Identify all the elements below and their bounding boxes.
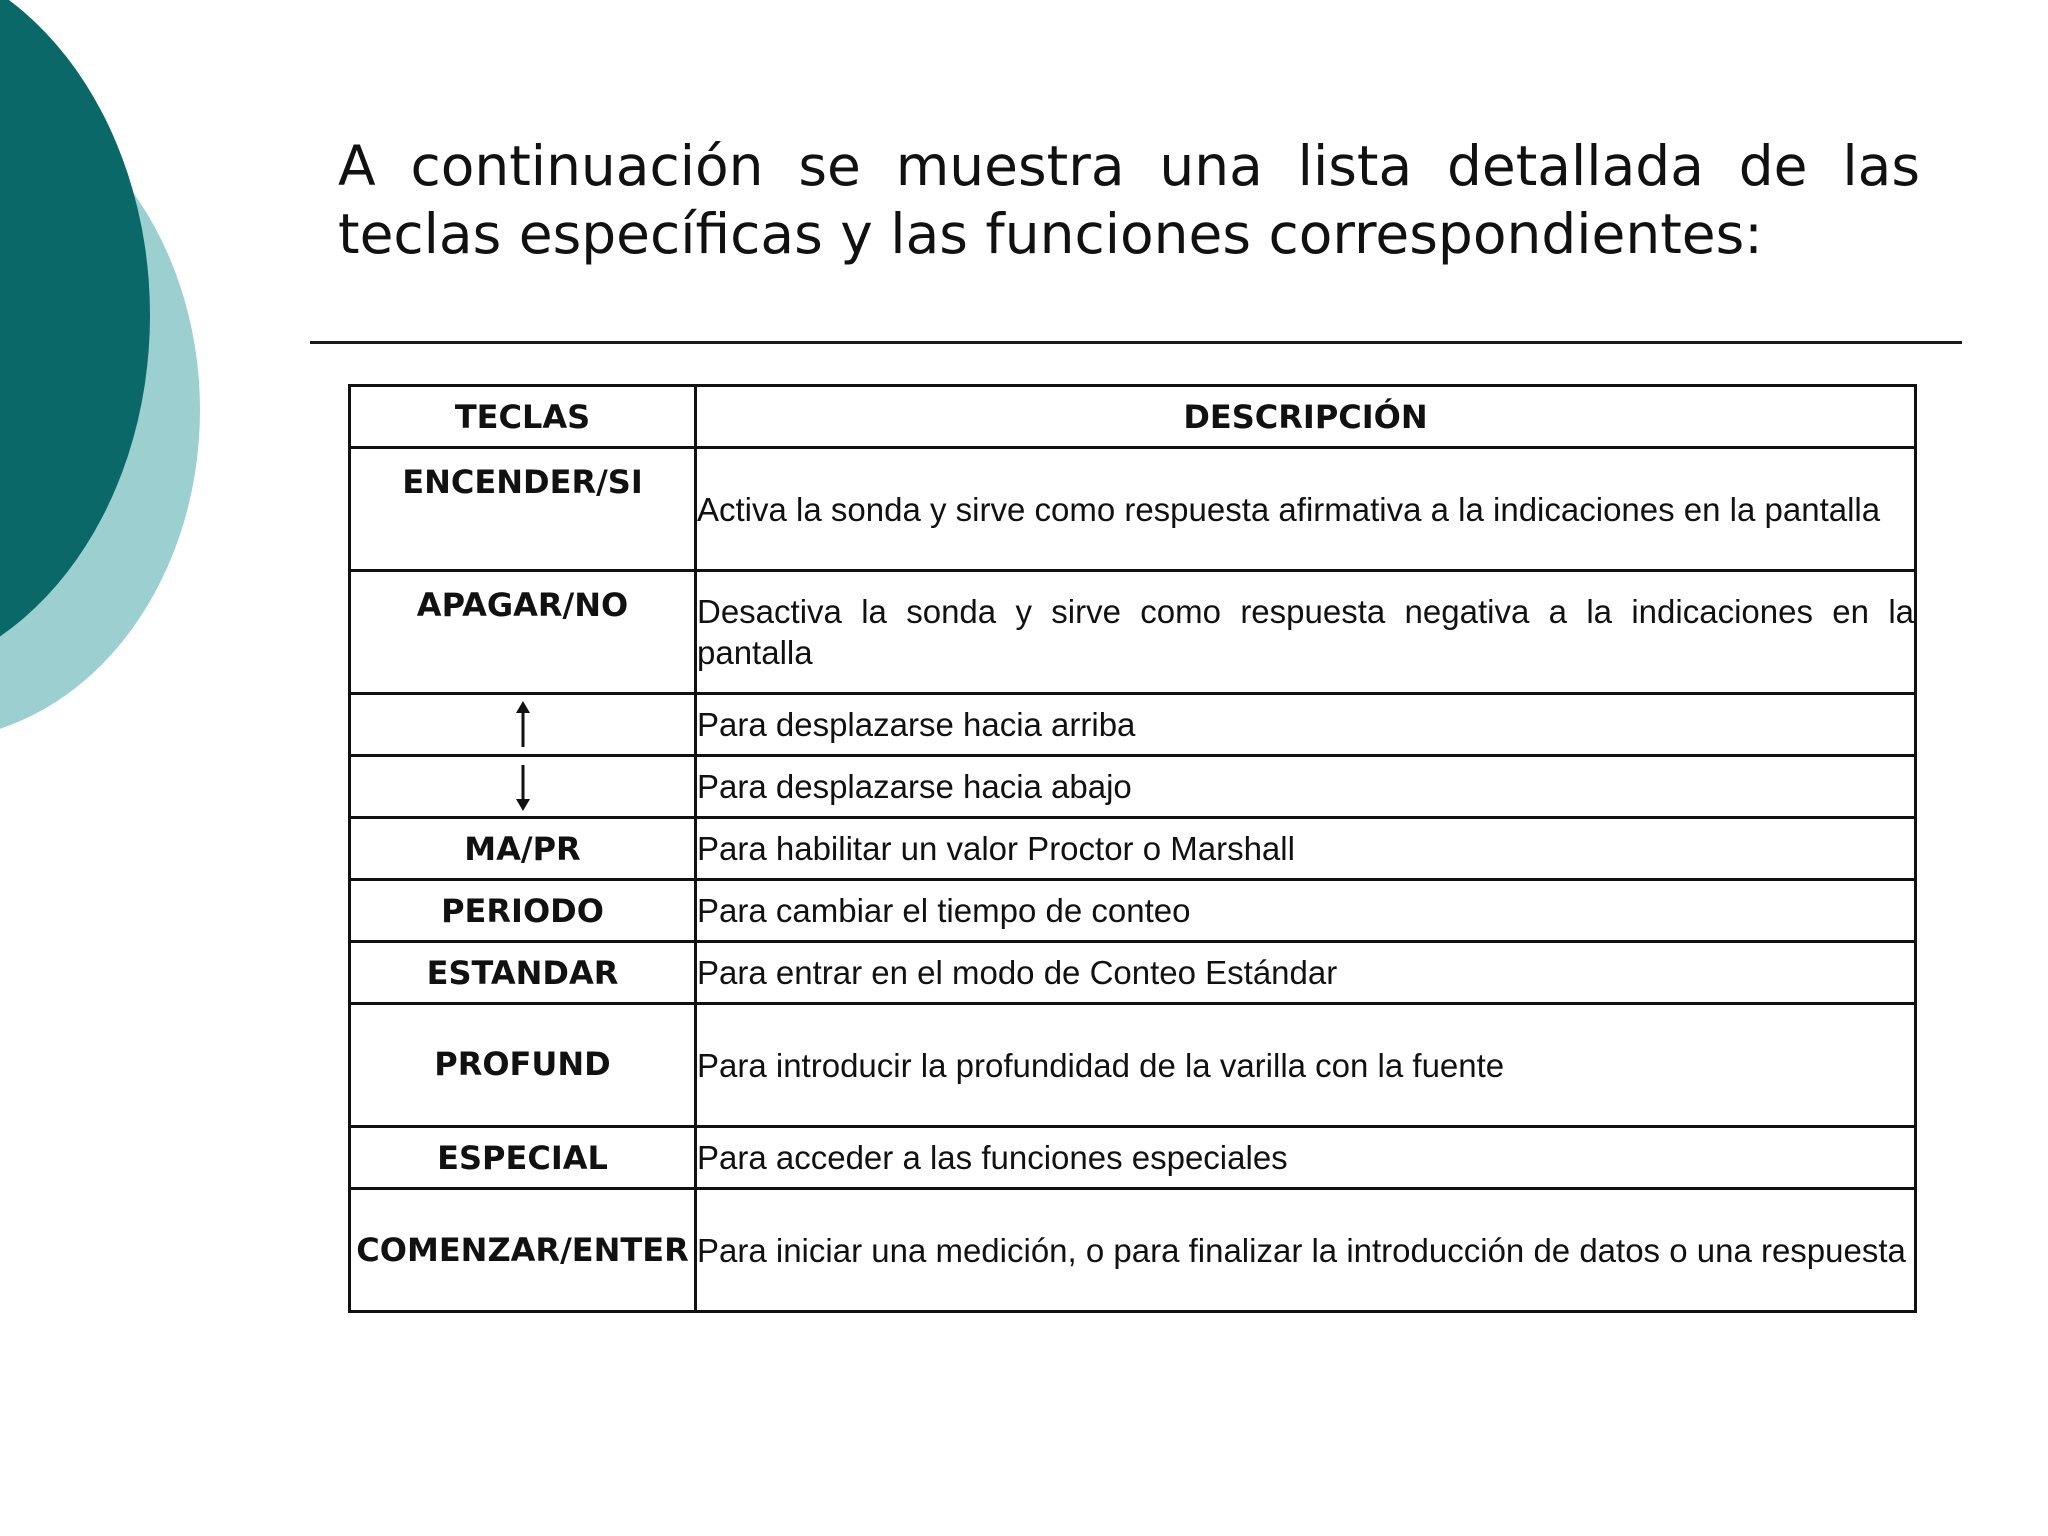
description-cell: Para habilitar un valor Proctor o Marshall: [696, 818, 1916, 880]
description-cell: Para desplazarse hacia arriba: [696, 694, 1916, 756]
column-header-description: DESCRIPCIÓN: [696, 386, 1916, 448]
table-row: [350, 942, 1916, 1004]
table-row: [350, 571, 1916, 694]
table-row: [350, 1189, 1916, 1312]
arrow-down-icon: [513, 763, 533, 811]
table-row: [350, 818, 1916, 880]
table-row: [350, 880, 1916, 942]
description-cell: Para cambiar el tiempo de conteo: [696, 880, 1916, 942]
title-divider: [310, 341, 1962, 344]
key-cell: ESTANDAR: [350, 942, 696, 1004]
keys-table: [348, 384, 1917, 1313]
key-cell: ESPECIAL: [350, 1127, 696, 1189]
description-cell: Para desplazarse hacia abajo: [696, 756, 1916, 818]
key-cell: COMENZAR/ENTER: [350, 1189, 696, 1312]
description-cell: Para entrar en el modo de Conteo Estándar: [696, 942, 1916, 1004]
description-cell: Para iniciar una medición, o para finalizar la introducción de datos o una respuesta: [696, 1189, 1916, 1312]
description-cell: Activa la sonda y sirve como respuesta afirmativa a la indicaciones en la pantalla: [696, 448, 1916, 571]
table-row: [350, 1004, 1916, 1127]
table-header-row: [350, 386, 1916, 448]
description-cell: Para acceder a las funciones especiales: [696, 1127, 1916, 1189]
description-cell: Desactiva la sonda y sirve como respuesta negativa a la indicaciones en la pantalla: [696, 571, 1916, 694]
key-cell: MA/PR: [350, 818, 696, 880]
table-row: [350, 756, 1916, 818]
column-header-keys: TECLAS: [350, 386, 696, 448]
table-row: [350, 1127, 1916, 1189]
slide-title: A continuación se muestra una lista detallada de las teclas específicas y las funciones correspondientes:: [338, 134, 1920, 266]
table-row: [350, 448, 1916, 571]
key-cell: [350, 694, 696, 756]
key-cell: PROFUND: [350, 1004, 696, 1127]
description-cell: Para introducir la profundidad de la varilla con la fuente: [696, 1004, 1916, 1127]
key-cell: APAGAR/NO: [350, 571, 696, 694]
key-cell: [350, 756, 696, 818]
arrow-up-icon: [513, 701, 533, 749]
key-cell: PERIODO: [350, 880, 696, 942]
key-cell: ENCENDER/SI: [350, 448, 696, 571]
table-row: [350, 694, 1916, 756]
